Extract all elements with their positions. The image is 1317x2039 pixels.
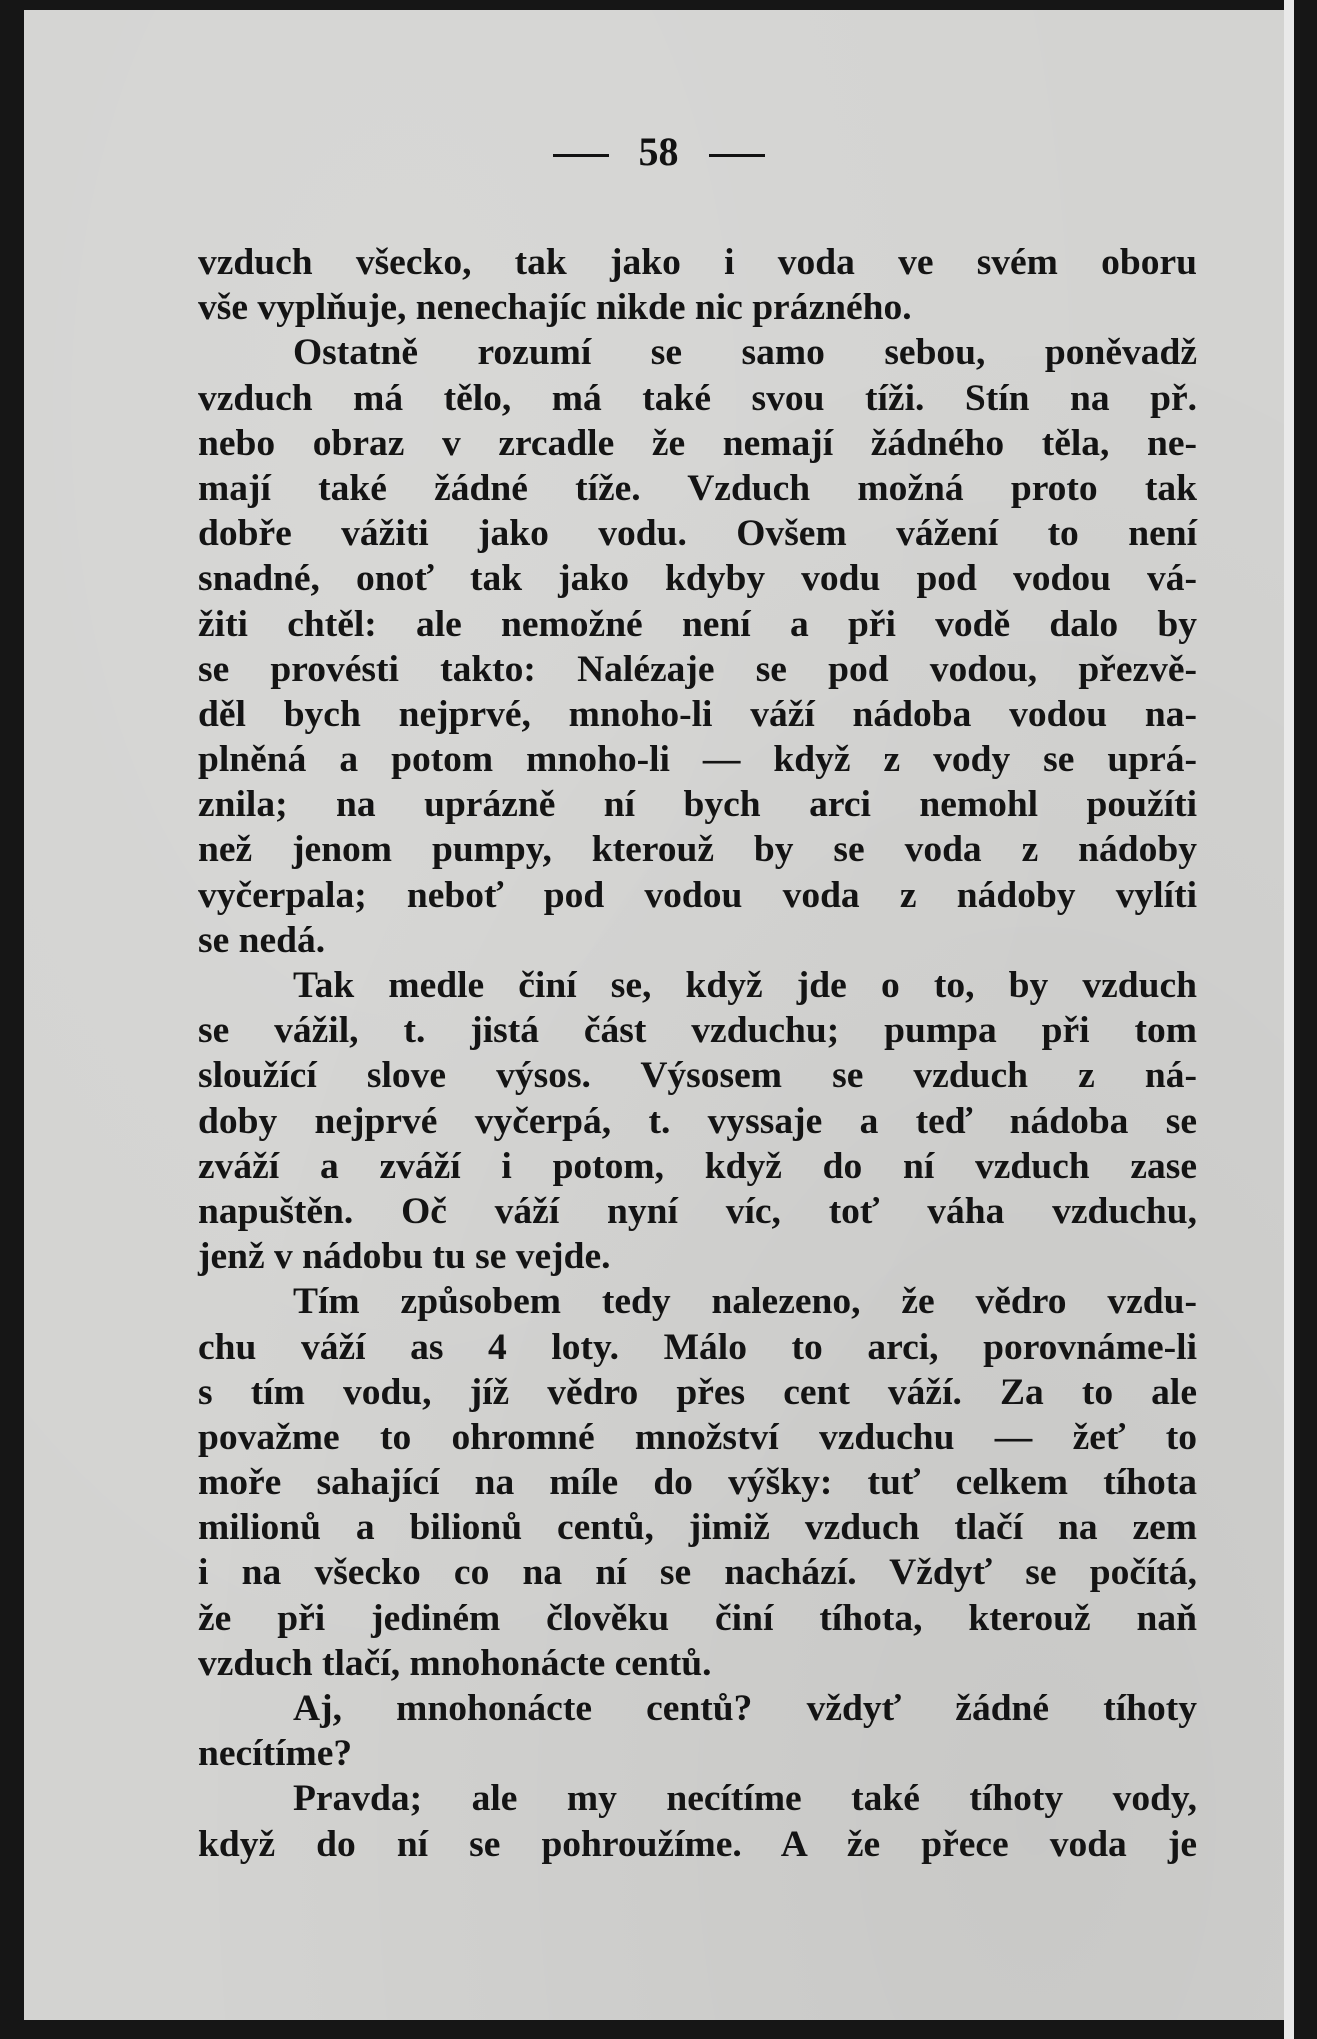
text-line: snadné, onoť tak jako kdyby vodu pod vodou vá- <box>198 558 1197 600</box>
text-line: že při jediném člověku činí tíhota, kterouž naň <box>198 1597 1197 1639</box>
text-line: moře sahající na míle do výšky: tuť celkem tíhota <box>198 1462 1197 1504</box>
page-number: 58 <box>638 129 679 174</box>
text-line: Aj, mnohonácte centů? vždyť žádné tíhoty <box>293 1688 1197 1729</box>
text-line: žiti chtěl: ale nemožné není a při vodě dalo by <box>198 603 1197 645</box>
body-text <box>198 240 1197 1867</box>
text-line: než jenom pumpy, kterouž by se voda z nádoby <box>198 829 1197 871</box>
text-line: plněná a potom mnoho-li — když z vody se uprá- <box>198 739 1197 781</box>
text-line: znila; na uprázně ní bych arci nemohl použíti <box>198 784 1197 826</box>
text-line: Pravda; ale my necítíme také tíhoty vody, <box>293 1778 1197 1820</box>
page-header <box>0 128 1317 175</box>
text-line: s tím vodu, jíž vědro přes cent váží. Za to ale <box>198 1371 1197 1413</box>
text-line: vzduch má tělo, má také svou tíži. Stín na př. <box>198 377 1197 419</box>
text-line: se provésti takto: Nalézaje se pod vodou, přezvě- <box>198 648 1197 690</box>
text-line: vše vyplňuje, nenechajíc nikde nic prázného. <box>198 287 912 329</box>
text-line: když do ní se pohroužíme. A že přece voda je <box>198 1823 1197 1865</box>
text-line: se vážil, t. jistá část vzduchu; pumpa při tom <box>198 1010 1197 1052</box>
text-line: mají také žádné tíže. Vzduch možná proto tak <box>198 467 1197 509</box>
text-line: jenž v nádobu tu se vejde. <box>198 1236 611 1278</box>
text-line: chu váží as 4 loty. Málo to arci, porovnáme-li <box>198 1326 1197 1368</box>
header-dash-left <box>553 154 609 157</box>
text-line: milionů a bilionů centů, jimiž vzduch tlačí na zem <box>198 1507 1197 1549</box>
text-line: necítíme? <box>198 1733 353 1775</box>
text-line: doby nejprvé vyčerpá, t. vyssaje a teď nádoba se <box>198 1100 1197 1142</box>
text-line: vzduch všecko, tak jako i voda ve svém oboru <box>198 242 1197 283</box>
text-line: Tak medle činí se, když jde o to, by vzduch <box>293 965 1197 1006</box>
text-line: děl bych nejprvé, mnoho-li váží nádoba vodou na- <box>198 693 1197 735</box>
header-dash-right <box>709 154 765 157</box>
text-line: napuštěn. Oč váží nyní víc, toť váha vzduchu, <box>198 1190 1197 1232</box>
text-line: dobře vážiti jako vodu. Ovšem vážení to není <box>198 513 1197 555</box>
text-line: Ostatně rozumí se samo sebou, poněvadž <box>293 332 1197 374</box>
text-line: považme to ohromné množství vzduchu — žeť to <box>198 1416 1197 1458</box>
text-line: zváží a zváží i potom, když do ní vzduch zase <box>198 1145 1197 1187</box>
text-line: se nedá. <box>198 919 326 961</box>
next-page-edge <box>1284 0 1294 2039</box>
text-line: nebo obraz v zrcadle že nemají žádného těla, ne- <box>198 422 1197 464</box>
text-line: vzduch tlačí, mnohonácte centů. <box>198 1642 712 1684</box>
text-line: Tím způsobem tedy nalezeno, že vědro vzdu- <box>293 1281 1197 1323</box>
text-line: sloužící slove výsos. Výsosem se vzduch z ná- <box>198 1055 1197 1097</box>
text-line: vyčerpala; neboť pod vodou voda z nádoby vylíti <box>198 874 1197 916</box>
text-line: i na všecko co na ní se nachází. Vždyť se počítá, <box>198 1552 1197 1594</box>
